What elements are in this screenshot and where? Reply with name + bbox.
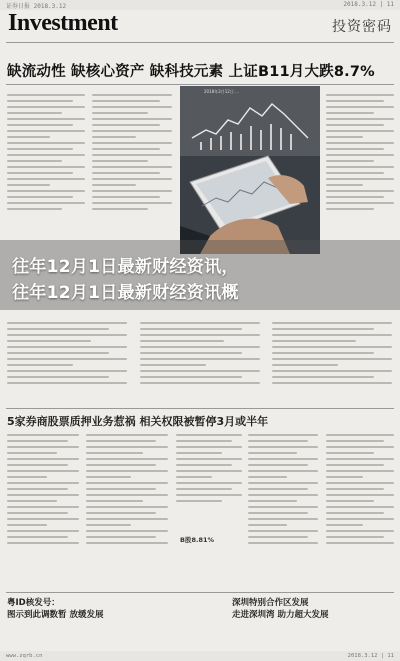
tablet-illustration <box>180 86 320 254</box>
lead-headline: 缺流动性 缺核心资产 缺科技元素 上证B11月大跌8.7% <box>7 64 375 80</box>
top-meta-right: 2018.3.12 | 11 <box>343 1 394 8</box>
masthead <box>0 10 400 40</box>
masthead-rule <box>6 42 394 43</box>
bottom-right-line-1: 深圳特别合作区发展 <box>232 598 309 608</box>
bottom-left-line-2: 图示到此调数暂 放缓发展 <box>7 610 104 620</box>
section-headline: 5家券商股票质押业务惹祸 相关权限被暂停3月或半年 <box>7 415 269 428</box>
bottom-right-headline <box>232 597 328 621</box>
overlay-title-line-2: 往年12月1日最新财经资讯概 <box>12 283 239 303</box>
column-11 <box>248 430 318 548</box>
column-7 <box>272 318 392 388</box>
inline-note: B股8.81% <box>180 536 215 544</box>
column-1 <box>7 90 85 214</box>
masthead-brand: Investment <box>8 10 118 36</box>
overlay-title-line-1: 往年12月1日最新财经资讯， <box>12 257 239 277</box>
footer-right: 2018.3.12 | 11 <box>347 653 394 659</box>
column-4 <box>326 90 394 214</box>
masthead-column: 投资密码 <box>332 19 392 35</box>
footer-bar <box>0 651 400 661</box>
market-tablet-photo <box>180 86 320 254</box>
column-5 <box>7 318 127 388</box>
headline-rule <box>6 84 394 85</box>
column-10 <box>176 430 242 506</box>
column-2 <box>92 90 172 214</box>
column-9 <box>86 430 168 548</box>
top-meta-bar <box>0 0 400 10</box>
bottom-left-headline <box>7 597 103 621</box>
bottom-left-line-1: 粤ID核发号： <box>7 598 60 608</box>
bottom-right-line-2: 走进深圳湾 助力超大发展 <box>232 610 329 620</box>
title-overlay <box>0 240 400 310</box>
column-8 <box>7 430 79 548</box>
section-rule <box>6 408 394 409</box>
top-meta-left: 证券日报 2018.3.12 <box>6 3 67 10</box>
bottom-rule <box>6 592 394 593</box>
photo-caption: 2018年3月12日 ... <box>204 89 239 94</box>
column-6 <box>140 318 260 388</box>
column-12 <box>326 430 394 548</box>
footer-left: www.zqrb.cn <box>6 653 43 659</box>
